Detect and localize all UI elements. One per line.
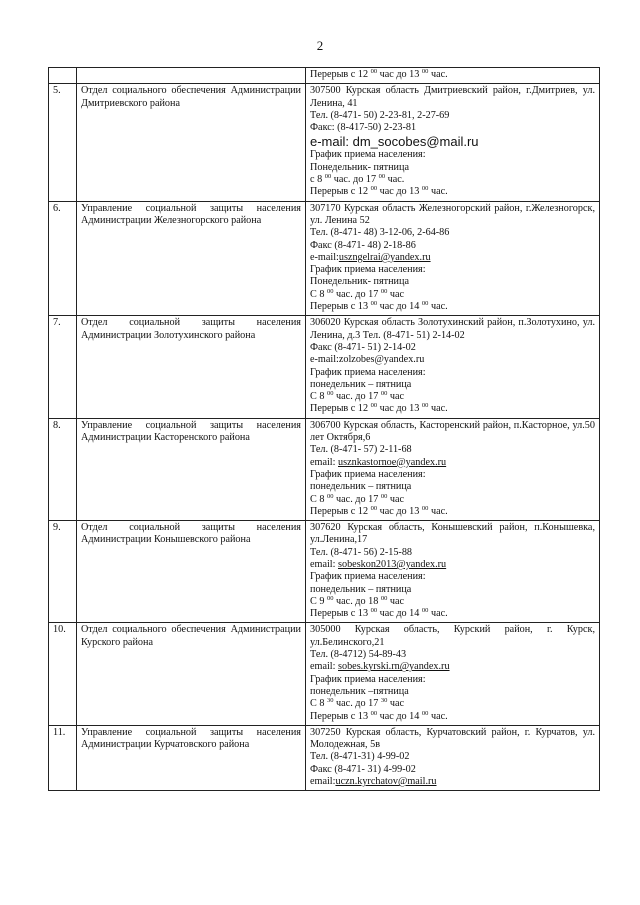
schedule-hours: С 8 $^{30}$ час. до 17 $^{30}$ час: [310, 698, 405, 710]
contact-info: [306, 521, 600, 623]
org-name: Отдел социальной защиты населения Администрации Конышевского района: [77, 521, 306, 623]
phone: Тел. (8-471- 48) 3-12-06, 2-64-86: [310, 227, 450, 239]
schedule-title: График приема населения:: [310, 264, 426, 276]
email-link[interactable]: uszngelrai@yandex.ru: [338, 251, 431, 263]
email-link[interactable]: sobeskon2013@yandex.ru: [338, 558, 447, 570]
email-line: email:uczn.kyrchatov@mail.ru: [310, 776, 437, 788]
address: 306020 Курская область Золотухинский район, п.Золотухино, ул. Ленина, д.3 Тел. (8-471- 51) 2-14-02: [310, 317, 595, 341]
row-number: 11.: [49, 725, 77, 790]
row-number-cell: [49, 68, 77, 84]
email-link[interactable]: uczn.kyrchatov@mail.ru: [335, 776, 437, 788]
fax: Факс (8-471- 48) 2-18-86: [310, 239, 416, 251]
break-line: Перерыв с 12 $^{00}$ час до 13 $^{00}$ час.: [310, 69, 448, 80]
row-number: 10.: [49, 623, 77, 725]
org-name: Управление социальной защиты населения Администрации Курчатовского района: [77, 725, 306, 790]
schedule-days: понедельник – пятница: [310, 583, 412, 595]
email-line: email: sobes.kyrski.rn@yandex.ru: [310, 661, 450, 673]
email[interactable]: e-mail:zolzobes@yandex.ru: [310, 354, 425, 366]
schedule-break: Перерыв с 13 $^{00}$ час до 14 $^{00}$ час.: [310, 710, 448, 722]
org-name: Управление социальной защиты населения Администрации Железногорского района: [77, 201, 306, 316]
org-name: Отдел социального обеспечения Администрации Курского района: [77, 623, 306, 725]
schedule-hours: с 8 $^{00}$ час. до 17 $^{00}$ час.: [310, 174, 405, 186]
contact-info: [306, 316, 600, 418]
schedule-hours: С 8 $^{00}$ час. до 17 $^{00}$ час: [310, 391, 405, 403]
schedule-title: График приема населения:: [310, 149, 426, 161]
schedule-title: График приема населения:: [310, 468, 426, 480]
schedule-title: График приема населения:: [310, 366, 426, 378]
row-number: 5.: [49, 84, 77, 201]
schedule-break: Перерыв с 12 $^{00}$ час до 13 $^{00}$ час.: [310, 186, 448, 198]
table-row: [49, 418, 600, 520]
address: 307620 Курская область, Конышевский район, п.Конышевка, ул.Ленина,17: [310, 522, 595, 546]
schedule-days: понедельник – пятница: [310, 378, 412, 390]
address: 306700 Курская область, Касторенский район, п.Касторное, ул.50 лет Октября,6: [310, 419, 595, 444]
org-cell: [77, 68, 306, 84]
schedule-hours: С 8 $^{00}$ час. до 17 $^{00}$ час: [310, 493, 405, 505]
email-link[interactable]: usznkastornoe@yandex.ru: [338, 456, 447, 468]
phone: Тел. (8-471-31) 4-99-02: [310, 751, 410, 763]
email-line: email: usznkastornoe@yandex.ru: [310, 456, 447, 468]
schedule-break: Перерыв с 12 $^{00}$ час до 13 $^{00}$ час.: [310, 505, 448, 517]
schedule-days: Понедельник- пятница: [310, 161, 409, 173]
page-number: 2: [316, 38, 324, 53]
org-name: Отдел социального обеспечения Администрации Дмитриевского района: [77, 84, 306, 201]
contact-info: [306, 201, 600, 316]
contact-info: [306, 84, 600, 201]
phone: Тел. (8-471- 56) 2-15-88: [310, 546, 413, 558]
contact-info: [306, 623, 600, 725]
schedule-hours: С 8 $^{00}$ час. до 17 $^{00}$ час: [310, 288, 405, 300]
email[interactable]: e-mail: dm_socobes@mail.ru: [310, 134, 479, 150]
table-row: [49, 725, 600, 790]
schedule-hours: С 9 $^{00}$ час. до 18 $^{00}$ час: [310, 595, 405, 607]
table-row: [49, 623, 600, 725]
row-number: 8.: [49, 418, 77, 520]
offices-table: [48, 67, 600, 791]
table-row: [49, 521, 600, 623]
phone: Тел. (8-471- 57) 2-11-68: [310, 444, 412, 456]
schedule-title: График приема населения:: [310, 673, 426, 685]
table-row: [49, 84, 600, 201]
email-line: e-mail:uszngelrai@yandex.ru: [310, 251, 431, 263]
phone: Тел. (8-4712) 54-89-43: [310, 649, 407, 661]
fax: Факс (8-471- 31) 4-99-02: [310, 763, 416, 775]
table-row: [49, 316, 600, 418]
schedule-days: Понедельник- пятница: [310, 276, 409, 288]
info-cell: [306, 68, 600, 84]
address: 307250 Курская область, Курчатовский район, г. Курчатов, ул. Молодежная, 5в: [310, 726, 595, 751]
org-name: Отдел социальной защиты населения Администрации Золотухинского района: [77, 316, 306, 418]
phone: Тел. (8-471- 50) 2-23-81, 2-27-69: [310, 109, 450, 121]
email-link[interactable]: sobes.kyrski.rn@yandex.ru: [338, 661, 450, 673]
row-number: 9.: [49, 521, 77, 623]
table-row: [49, 201, 600, 316]
address: 305000 Курская область, Курский район, г. Курск, ул.Белинского,21: [310, 624, 595, 648]
address: 307170 Курская область Железногорский район, г.Железногорск, ул. Ленина 52: [310, 202, 595, 226]
table-row: [49, 68, 600, 84]
schedule-break: Перерыв с 12 $^{00}$ час до 13 $^{00}$ час.: [310, 403, 448, 415]
fax: Факс: (8-417-50) 2-23-81: [310, 122, 417, 134]
schedule-break: Перерыв с 13 $^{00}$ час до 14 $^{00}$ час.: [310, 608, 448, 620]
row-number: 6.: [49, 201, 77, 316]
schedule-title: График приема населения:: [310, 571, 426, 583]
fax: Факс (8-471- 51) 2-14-02: [310, 341, 416, 353]
address: 307500 Курская область Дмитриевский район, г.Дмитриев, ул. Ленина, 41: [310, 85, 595, 109]
schedule-days: понедельник – пятница: [310, 481, 412, 493]
row-number: 7.: [49, 316, 77, 418]
contact-info: [306, 418, 600, 520]
org-name: Управление социальной защиты населения Администрации Касторенского района: [77, 418, 306, 520]
schedule-days: понедельник –пятница: [310, 685, 409, 697]
email-line: email: sobeskon2013@yandex.ru: [310, 558, 447, 570]
schedule-break: Перерыв с 13 $^{00}$ час до 14 $^{00}$ час.: [310, 301, 448, 313]
contact-info: [306, 725, 600, 790]
